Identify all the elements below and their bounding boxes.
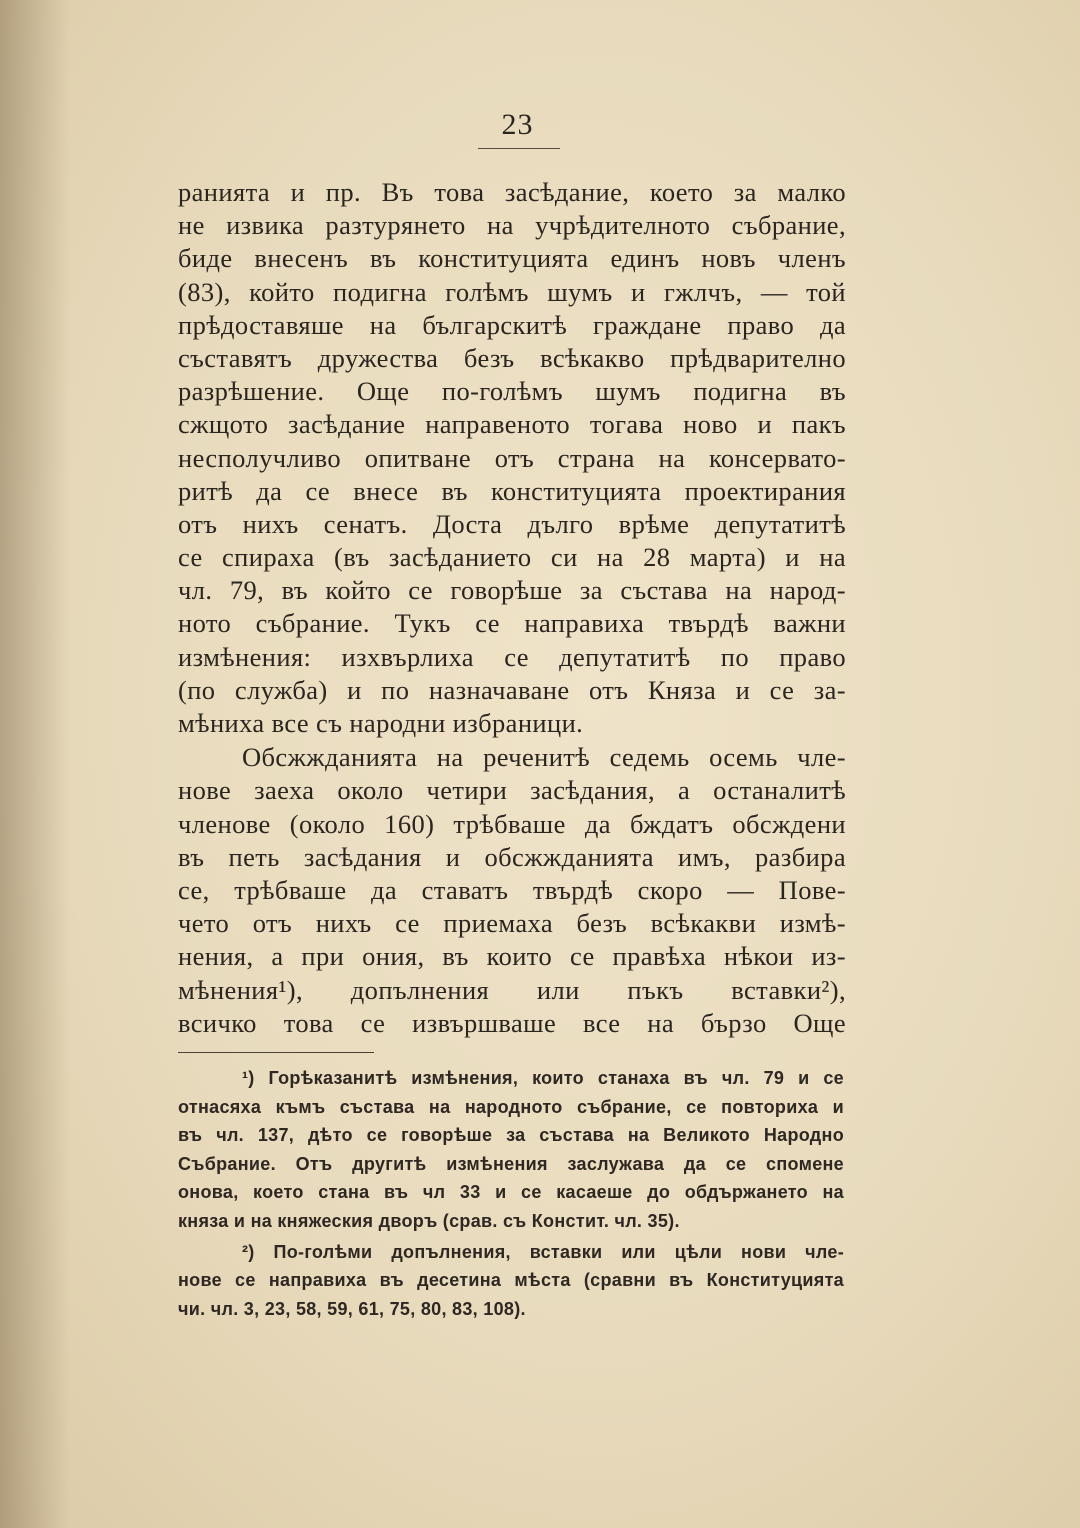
text-line: нове заеха около четири засѣдания, а останалитѣ xyxy=(178,775,846,806)
page-number-rule xyxy=(478,148,560,149)
paragraph-2 xyxy=(178,741,846,1040)
text-line: отъ нихъ сенатъ. Доста дълго врѣме депутатитѣ xyxy=(178,508,846,539)
text-line: разрѣшение. Още по-голѣмъ шумъ подигна въ xyxy=(178,376,846,407)
body-text xyxy=(178,176,846,1040)
text-line: съставятъ дружества безъ всѣкакво прѣдварително xyxy=(178,342,846,373)
text-line: несполучливо опитване отъ страна на консервато- xyxy=(178,442,846,473)
text-line: мѣнения¹), допълнения или пъкъ вставки²), xyxy=(178,974,846,1005)
text-line: чето отъ нихъ се приемаха безъ всѣкакви измѣ- xyxy=(178,908,846,939)
text-line: членове (около 160) трѣбваше да бждатъ обсждени xyxy=(178,808,846,839)
text-line: ранията и пр. Въ това засѣдание, което за малко xyxy=(178,177,846,207)
text-line: прѣдоставяше на българскитѣ граждане право да xyxy=(178,309,846,340)
page-number: 23 xyxy=(501,108,534,141)
footnote-line: чи. чл. 3, 23, 58, 59, 61, 75, 80, 83, 108). xyxy=(178,1298,526,1319)
text-line: се, трѣбваше да ставатъ твърдѣ скоро — Пове- xyxy=(178,874,846,905)
text-line: въ петь засѣдания и обсжжданията имъ, разбира xyxy=(178,841,846,872)
text-line: не извика разтурянето на учрѣдителното събрание, xyxy=(178,210,846,241)
footnotes xyxy=(178,1064,844,1323)
text-line: биде внесенъ въ конституцията единъ новъ членъ xyxy=(178,243,846,274)
spine-shadow xyxy=(0,0,70,1528)
footnote-rule xyxy=(178,1052,374,1053)
text-line: ното събрание. Тукъ се направиха твърдѣ важни xyxy=(178,608,846,639)
footnote-line: ²) По-голѣми допълнения, вставки или цѣли нови чле- xyxy=(242,1241,844,1262)
footnote-line: Събрание. Отъ другитѣ измѣнения заслужава да се спомене xyxy=(178,1153,844,1174)
footnote-1 xyxy=(178,1064,844,1236)
text-line: нения, а при ония, въ които се правѣха нѣкои из- xyxy=(178,941,846,972)
text-line: (по служба) и по назначаване отъ Княза и се за- xyxy=(178,674,846,705)
text-line: Обсжжданията на реченитѣ седемь осемь чле- xyxy=(242,742,846,773)
footnote-line: отнасяха къмъ състава на народното събрание, се повториха и xyxy=(178,1096,844,1117)
text-line: (83), който подигна голѣмъ шумъ и гжлчъ, — той xyxy=(178,276,846,307)
text-line: сжщото засѣдание направеното тогава ново и пакъ xyxy=(178,409,846,440)
footnote-line: нове се направиха въ десетина мѣста (сравни въ Конституцията xyxy=(178,1270,844,1291)
footnote-line: ¹) Горѣказанитѣ измѣнения, които станаха въ чл. 79 и се xyxy=(242,1068,844,1088)
text-line: се спираха (въ засѣданието си на 28 марта) и на xyxy=(178,542,846,573)
text-line: мѣниха все съ народни избраници. xyxy=(178,708,584,738)
text-line: всичко това се извършваше все на бързо Още xyxy=(178,1007,846,1038)
text-line: измѣнения: изхвърлиха се депутатитѣ по право xyxy=(178,641,846,672)
footnote-line: онова, което стана въ чл 33 и се касаеше до обдържането на xyxy=(178,1182,844,1203)
footnote-line: княза и на княжеския дворъ (срав. съ Констит. чл. 35). xyxy=(178,1210,680,1231)
footnote-2 xyxy=(178,1238,844,1324)
text-line: ритѣ да се внесе въ конституцията проектирания xyxy=(178,475,846,506)
text-line: чл. 79, въ който се говорѣше за състава на народ- xyxy=(178,575,846,606)
footnote-line: въ чл. 137, дѣто се говорѣше за състава на Великото Народно xyxy=(178,1125,844,1146)
paragraph-1 xyxy=(178,176,846,740)
